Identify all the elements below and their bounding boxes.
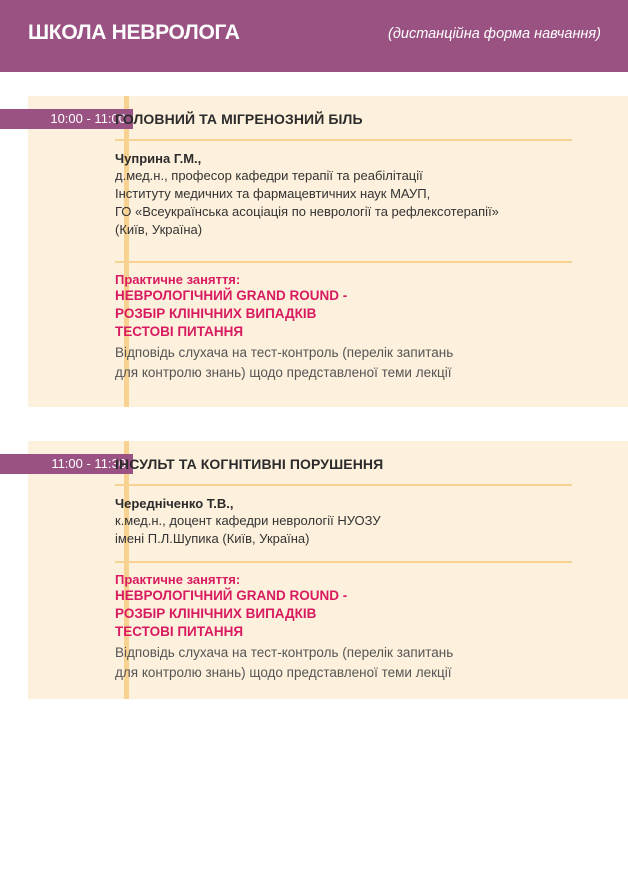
- speaker-info: [115, 512, 572, 548]
- practical-topic-line: РОЗБІР КЛІНІЧНИХ ВИПАДКІВ: [115, 306, 317, 321]
- speaker-info-line: (Київ, Україна): [115, 222, 203, 237]
- speaker-info-line: Інституту медичних та фармацевтичних наук МАУП,: [115, 186, 431, 201]
- session-title: ІНСУЛЬТ ТА КОГНІТИВНІ ПОРУШЕННЯ: [115, 456, 384, 472]
- divider: [115, 139, 572, 141]
- session-title: ГОЛОВНИЙ ТА МІГРЕНОЗНИЙ БІЛЬ: [115, 111, 363, 127]
- session-time: 11:00 - 11:30: [51, 456, 126, 471]
- session-content-2: [115, 456, 572, 683]
- practical-description-line: для контролю знань) щодо представленої теми лекції: [115, 665, 452, 680]
- divider: [115, 561, 572, 563]
- practical-topic-line: ТЕСТОВІ ПИТАННЯ: [115, 624, 244, 639]
- practical-label: Практичне заняття:: [115, 272, 241, 287]
- speaker-info-line: к.мед.н., доцент кафедри неврології НУОЗУ: [115, 513, 381, 528]
- practical-topic-line: НЕВРОЛОГІЧНИЙ GRAND ROUND -: [115, 588, 348, 603]
- session-time: 10:00 - 11:00: [50, 111, 126, 126]
- practical-topic-line: НЕВРОЛОГІЧНИЙ GRAND ROUND -: [115, 288, 348, 303]
- session-time-badge: [0, 454, 133, 474]
- practical-topic: [115, 587, 572, 641]
- practical-description: [115, 343, 572, 383]
- practical-description: [115, 643, 572, 683]
- speaker-info-line: д.мед.н., професор кафедри терапії та реабілітації: [115, 168, 423, 183]
- practical-description-line: Відповідь слухача на тест-контроль (перелік запитань: [115, 645, 454, 660]
- speaker-name: Чередніченко Т.В.,: [115, 496, 234, 511]
- practical-topic: [115, 287, 572, 341]
- divider: [115, 261, 572, 263]
- practical-description-line: для контролю знань) щодо представленої теми лекції: [115, 365, 452, 380]
- speaker-info-line: імені П.Л.Шупика (Київ, Україна): [115, 531, 310, 546]
- practical-label: Практичне заняття:: [115, 572, 241, 587]
- page-title: ШКОЛА НЕВРОЛОГА: [28, 21, 240, 44]
- speaker-name: Чуприна Г.М.,: [115, 151, 202, 166]
- practical-description-line: Відповідь слухача на тест-контроль (перелік запитань: [115, 345, 454, 360]
- page-subtitle: (дистанційна форма навчання): [388, 26, 601, 42]
- practical-topic-line: РОЗБІР КЛІНІЧНИХ ВИПАДКІВ: [115, 606, 317, 621]
- speaker-info-line: ГО «Всеукраїнська асоціація по неврології та рефлексотерапії»: [115, 204, 499, 219]
- session-time-badge: [0, 109, 133, 129]
- divider: [115, 484, 572, 486]
- session-content-1: [115, 111, 572, 383]
- page-header: [0, 0, 628, 72]
- practical-topic-line: ТЕСТОВІ ПИТАННЯ: [115, 324, 244, 339]
- speaker-info: [115, 167, 572, 239]
